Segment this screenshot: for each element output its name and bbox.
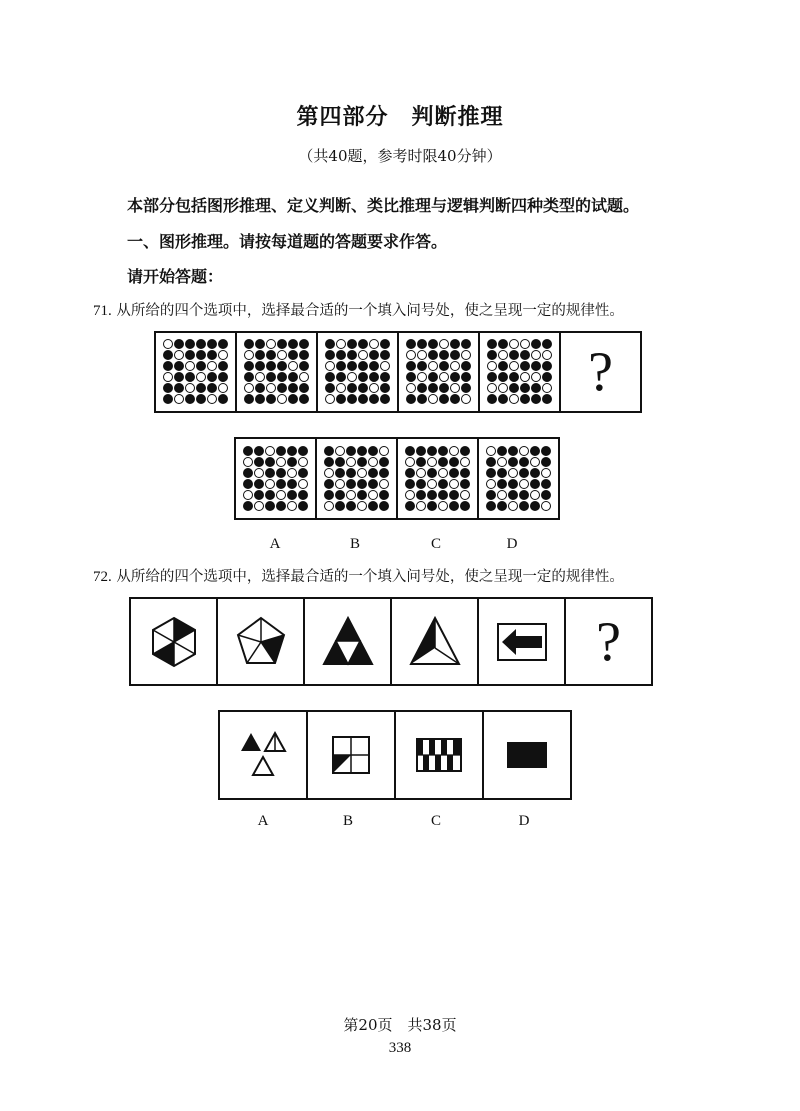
q71-option-d-figure[interactable] (477, 437, 560, 520)
page-number: 338 (388, 1040, 412, 1056)
q72-stem-figure-5 (477, 597, 566, 686)
q72-stem-row (129, 597, 653, 686)
section-subtitle: （共40题，参考时限40分钟） (298, 147, 502, 165)
q72-option-b-figure[interactable] (306, 710, 396, 800)
q71-stem-figure-5 (478, 331, 561, 413)
q71-option-a-label: A (269, 536, 281, 552)
q71-option-d-label: D (506, 536, 518, 552)
q72-option-c-label: C (430, 813, 441, 829)
question-72-number: 72. (93, 569, 112, 585)
intro-line-3: 请开始答题： (127, 267, 224, 286)
q71-option-d-circle-grid (486, 446, 552, 512)
q71-stem-3-circle-grid (325, 339, 391, 405)
striped-grid-icon (409, 725, 469, 785)
intro-line-1: 本部分包括图形推理、定义判断、类比推理与逻辑判断四种类型的试题。 (127, 196, 640, 215)
arrow-left-icon (492, 612, 552, 672)
pentagon-sectors-icon (231, 612, 291, 672)
page-count: 第20页 共38页 (343, 1016, 457, 1034)
q72-option-c-figure[interactable] (394, 710, 484, 800)
q71-stem-figure-1 (154, 331, 237, 413)
q72-options-row (218, 710, 572, 800)
q71-stem-figure-2 (235, 331, 318, 413)
q72-option-d-label: D (518, 813, 530, 829)
hexagon-sectors-icon (144, 612, 204, 672)
q71-stem-figure-4 (397, 331, 480, 413)
q72-stem-figure-3 (303, 597, 392, 686)
q71-question-mark-cell (559, 331, 642, 413)
q71-stem-figure-3 (316, 331, 399, 413)
filled-rectangle-icon (497, 725, 557, 785)
q71-question-mark: ? (588, 341, 613, 403)
question-71-text: 从所给的四个选项中，选择最合适的一个填入问号处，使之呈现一定的规律性。 (116, 303, 624, 319)
q72-stem-figure-1 (129, 597, 218, 686)
q71-stem-1-circle-grid (163, 339, 229, 405)
q71-option-b-label: B (349, 536, 360, 552)
q71-stem-row (154, 331, 642, 413)
q71-stem-2-circle-grid (244, 339, 310, 405)
q71-option-c-figure[interactable] (396, 437, 479, 520)
question-71 (93, 299, 624, 320)
q72-question-mark: ? (596, 610, 621, 673)
q71-option-c-label: C (430, 536, 441, 552)
q71-option-c-circle-grid (405, 446, 471, 512)
question-72-text: 从所给的四个选项中，选择最合适的一个填入问号处，使之呈现一定的规律性。 (116, 569, 624, 585)
triangle-pinwheel-icon (405, 612, 465, 672)
section-title: 第四部分 判断推理 (296, 105, 504, 130)
square-quadrants-icon (321, 725, 381, 785)
q71-stem-4-circle-grid (406, 339, 472, 405)
triangle-subdivided-icon (318, 612, 378, 672)
question-72 (93, 565, 624, 586)
question-71-number: 71. (93, 303, 112, 319)
q72-option-a-label: A (257, 813, 269, 829)
q72-stem-figure-2 (216, 597, 305, 686)
q72-stem-figure-4 (390, 597, 479, 686)
q72-option-b-label: B (342, 813, 353, 829)
q71-option-b-figure[interactable] (315, 437, 398, 520)
q71-stem-5-circle-grid (487, 339, 553, 405)
q72-option-a-figure[interactable] (218, 710, 308, 800)
q71-option-a-figure[interactable] (234, 437, 317, 520)
q71-option-a-circle-grid (243, 446, 309, 512)
q72-question-mark-cell (564, 597, 653, 686)
three-triangles-icon (233, 725, 293, 785)
q71-option-b-circle-grid (324, 446, 390, 512)
intro-line-2: 一、图形推理。请按每道题的答题要求作答。 (127, 232, 448, 251)
q71-options-row (234, 437, 560, 520)
q72-option-d-figure[interactable] (482, 710, 572, 800)
